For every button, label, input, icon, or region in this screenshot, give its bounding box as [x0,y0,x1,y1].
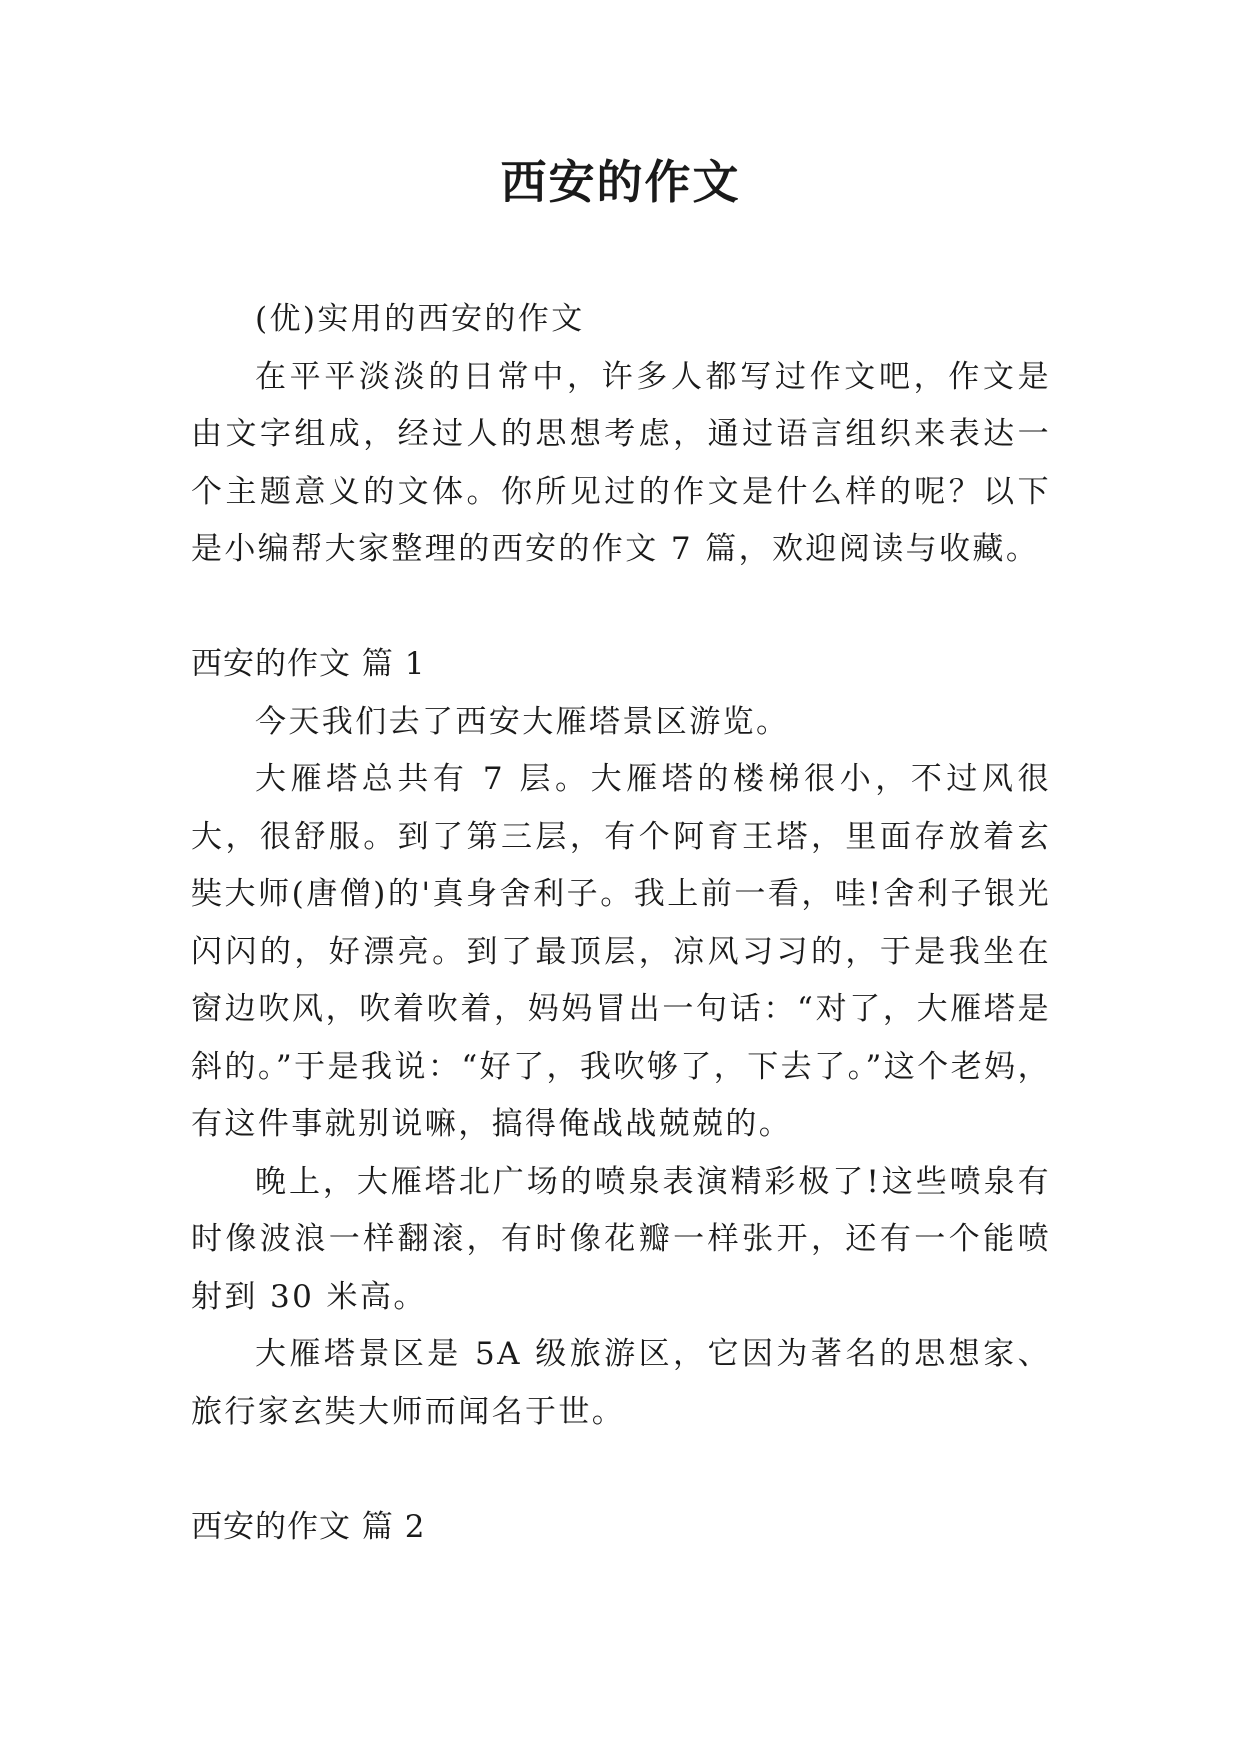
document-body [191,291,1051,1556]
section-1 [191,636,1051,1441]
intro-paragraph: 在平平淡淡的日常中，许多人都写过作文吧，作文是由文字组成，经过人的思想考虑，通过语言组织来表达一个主题意义的文体。你所见过的作文是什么样的呢？以下是小编帮大家整理的西安的作文 7 篇，欢迎阅读与收藏。 [191,358,1051,567]
section-paragraph: 晚上，大雁塔北广场的喷泉表演精彩极了!这些喷泉有时像波浪一样翻滚，有时像花瓣一样张开，还有一个能喷射到 30 米高。 [191,1163,1051,1315]
section-heading: 西安的作文 篇 1 [191,646,426,682]
section-spacer [191,579,1051,637]
section-heading: 西安的作文 篇 2 [191,1508,426,1545]
section-2 [191,1499,1051,1557]
section-paragraph: 今天我们去了西安大雁塔景区游览。 [255,703,790,740]
section-paragraph: 大雁塔总共有 7 层。大雁塔的楼梯很小，不过风很大，很舒服。到了第三层，有个阿育王塔，里面存放着玄奘大师(唐僧)的'真身舍利子。我上前一看，哇!舍利子银光闪闪的，好漂亮。到了最顶层，凉风习习的，于是我坐在窗边吹风，吹着吹着，妈妈冒出一句话：“对了，大雁塔是斜的。”于是我说：“好了，我吹够了，下去了。”这个老妈，有这件事就别说嘛，搞得俺战战兢兢的。 [191,761,1051,1142]
document-title: 西安的作文 [500,155,741,209]
section-spacer [191,1441,1051,1499]
section-paragraph: 大雁塔景区是 5A 级旅游区，它因为著名的思想家、旅行家玄奘大师而闻名于世。 [191,1336,1051,1430]
intro-subtitle: (优)实用的西安的作文 [255,301,585,337]
